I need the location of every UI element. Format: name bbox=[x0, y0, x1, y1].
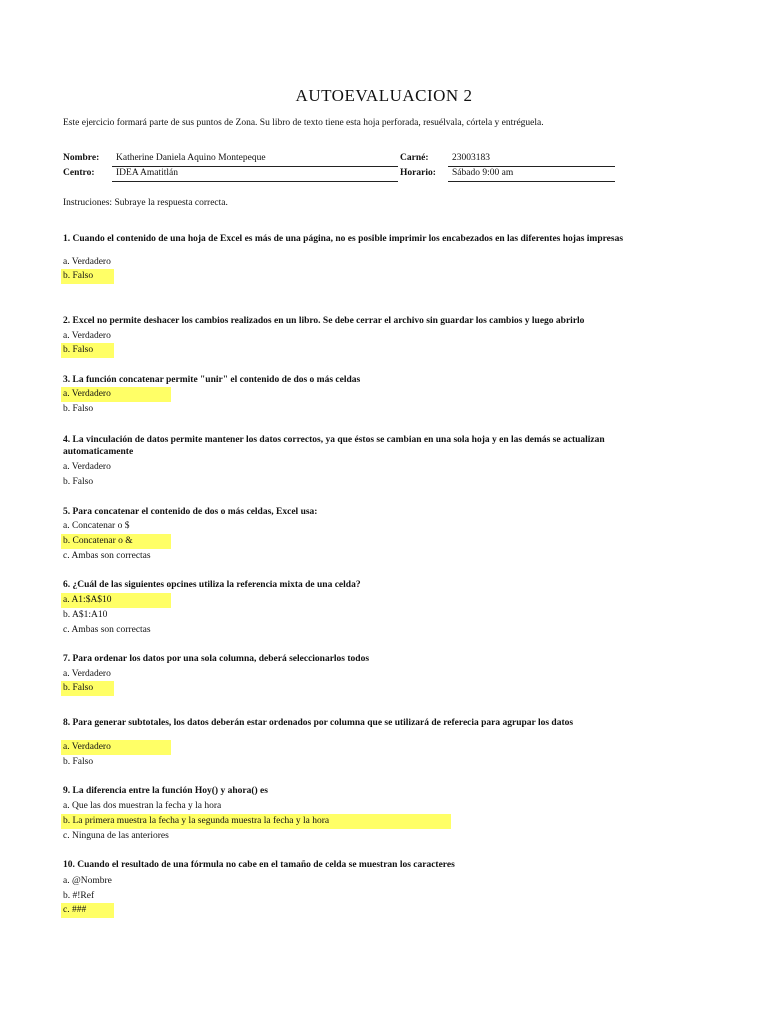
q7-option-b[interactable]: b. Falso bbox=[63, 683, 94, 693]
question-8: 8. Para generar subtotales, los datos deberán estar ordenados por columna que se utilizará de referecia para agrupar los datos bbox=[63, 718, 574, 728]
q8-option-a[interactable]: a. Verdadero bbox=[63, 742, 111, 752]
q6-option-a[interactable]: a. A1:$A$10 bbox=[63, 595, 112, 605]
carne-underline bbox=[448, 166, 615, 167]
q9-option-a[interactable]: a. Que las dos muestran la fecha y la hora bbox=[63, 801, 222, 811]
q3-option-a[interactable]: a. Verdadero bbox=[63, 389, 111, 399]
centro-value: IDEA Amatitlán bbox=[116, 168, 179, 178]
q5-option-b[interactable]: b. Concatenar o & bbox=[63, 536, 133, 546]
q5-option-c[interactable]: c. Ambas son correctas bbox=[63, 551, 151, 561]
nombre-value: Katherine Daniela Aquino Montepeque bbox=[116, 153, 266, 163]
q3-option-b[interactable]: b. Falso bbox=[63, 404, 94, 414]
question-1: 1. Cuando el contenido de una hoja de Excel es más de una página, no es posible imprimir los encabezados en las diferentes hojas impresas bbox=[63, 234, 624, 244]
question-9: 9. La diferencia entre la función Hoy() y ahora() es bbox=[63, 786, 268, 796]
q5-option-a[interactable]: a. Concatenar o $ bbox=[63, 521, 130, 531]
q2-option-a[interactable]: a. Verdadero bbox=[63, 331, 111, 341]
q10-option-c[interactable]: c. ### bbox=[63, 905, 87, 915]
q10-option-b[interactable]: b. #!Ref bbox=[63, 891, 95, 901]
question-6: 6. ¿Cuál de las siguientes opcines utiliza la referencia mixta de una celda? bbox=[63, 580, 361, 590]
nombre-label: Nombre: bbox=[63, 153, 100, 163]
q10-option-a[interactable]: a. @Nombre bbox=[63, 876, 112, 886]
q1-option-b[interactable]: b. Falso bbox=[63, 271, 94, 281]
question-10: 10. Cuando el resultado de una fórmula no cabe en el tamaño de celda se muestran los caracteres bbox=[63, 860, 455, 870]
question-7: 7. Para ordenar los datos por una sola columna, deberá seleccionarlos todos bbox=[63, 654, 370, 664]
horario-underline bbox=[448, 181, 615, 182]
carne-label: Carné: bbox=[400, 153, 429, 163]
instructions-text: Instruciones: Subraye la respuesta correcta. bbox=[63, 198, 228, 208]
centro-label: Centro: bbox=[63, 168, 95, 178]
q4-option-b[interactable]: b. Falso bbox=[63, 477, 94, 487]
question-4: 4. La vinculación de datos permite mantener los datos correctos, ya que éstos se cambian en una sola hoja y en las demás se actualizan automaticamente bbox=[63, 435, 605, 457]
horario-label: Horario: bbox=[400, 168, 436, 178]
q2-option-b[interactable]: b. Falso bbox=[63, 345, 94, 355]
centro-underline bbox=[112, 181, 398, 182]
q8-option-b[interactable]: b. Falso bbox=[63, 757, 94, 767]
intro-text: Este ejercicio formará parte de sus puntos de Zona. Su libro de texto tiene esta hoja perforada, resuélvala, córtela y entréguela. bbox=[63, 118, 544, 128]
q1-option-a[interactable]: a. Verdadero bbox=[63, 257, 111, 267]
q9-option-c[interactable]: c. Ninguna de las anteriores bbox=[63, 831, 169, 841]
carne-value: 23003183 bbox=[452, 153, 490, 163]
q9-option-b[interactable]: b. La primera muestra la fecha y la segunda muestra la fecha y la hora bbox=[63, 816, 330, 826]
horario-value: Sábado 9:00 am bbox=[452, 168, 514, 178]
nombre-underline bbox=[112, 166, 398, 167]
q4-option-a[interactable]: a. Verdadero bbox=[63, 462, 111, 472]
question-2: 2. Excel no permite deshacer los cambios realizados en un libro. Se debe cerrar el archivo sin guardar los cambios y luego abrirlo bbox=[63, 316, 585, 326]
q6-option-b[interactable]: b. A$1:A10 bbox=[63, 610, 108, 620]
q6-option-c[interactable]: c. Ambas son correctas bbox=[63, 625, 151, 635]
question-5: 5. Para concatenar el contenido de dos o más celdas, Excel usa: bbox=[63, 507, 318, 517]
page-title: AUTOEVALUACION 2 bbox=[295, 86, 473, 105]
q7-option-a[interactable]: a. Verdadero bbox=[63, 669, 111, 679]
question-3: 3. La función concatenar permite "unir" el contenido de dos o más celdas bbox=[63, 375, 361, 385]
